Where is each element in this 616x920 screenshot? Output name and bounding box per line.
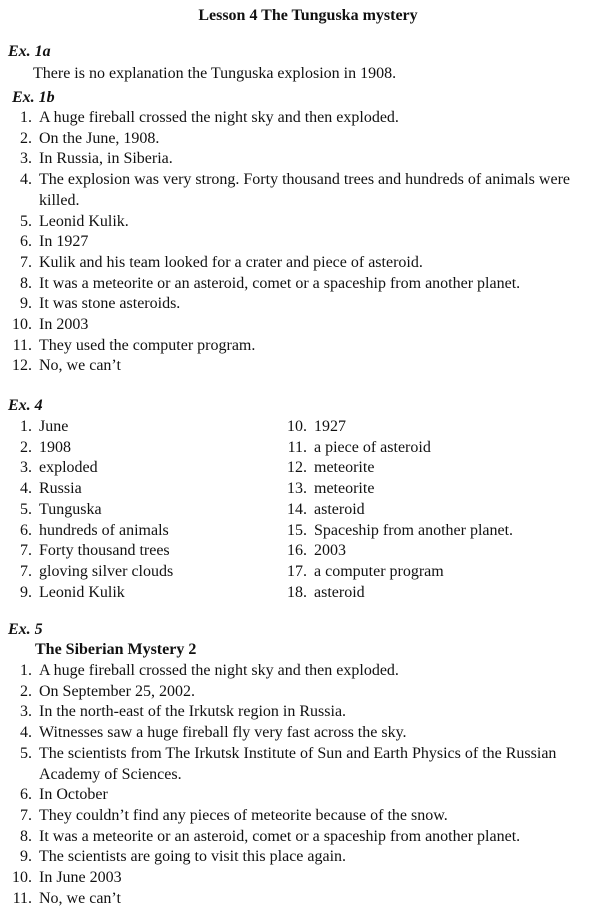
list-item: [283, 417, 603, 438]
item-number: 5 .: [8, 744, 32, 765]
item-number: 4 .: [8, 723, 32, 744]
item-text: 1908: [39, 438, 71, 456]
item-text: 2003: [314, 542, 346, 560]
item-text: asteroid: [314, 583, 365, 601]
item-text: The scientists are going to visit this place again.: [39, 848, 347, 866]
item-number: 2 .: [8, 682, 32, 703]
item-number: 10 .: [8, 315, 32, 336]
item-text: In October: [39, 786, 108, 804]
list-item: [8, 253, 604, 274]
item-text: A huge fireball crossed the night sky and then exploded.: [39, 662, 399, 679]
list-item: [283, 521, 603, 542]
item-number: 11 .: [283, 438, 307, 459]
list-item: [8, 170, 604, 211]
item-text: June: [39, 418, 69, 435]
list-item: [8, 521, 288, 542]
item-text: asteroid: [314, 500, 365, 518]
item-number: 4 .: [8, 479, 32, 500]
item-number: 16 .: [283, 541, 307, 562]
list-item: [8, 661, 604, 682]
item-number: 5 .: [8, 212, 32, 233]
item-text: In Russia, in Siberia.: [39, 150, 173, 168]
item-text: hundreds of animals: [39, 521, 169, 539]
item-number: 3 .: [8, 458, 32, 479]
item-number: 2 .: [8, 438, 32, 459]
ex4-right-column: [283, 417, 603, 603]
item-number: 12 .: [8, 356, 32, 377]
list-item: [8, 417, 288, 438]
list-item: [283, 500, 603, 521]
ex4-label: Ex. 4: [8, 397, 43, 414]
item-text: 1927: [314, 418, 346, 435]
list-item: [8, 806, 604, 827]
item-text: On September 25, 2002.: [39, 682, 195, 700]
item-text: It was stone asteroids.: [39, 295, 181, 313]
item-text: No, we can’t: [39, 357, 121, 375]
list-item: [8, 356, 604, 377]
list-item: [8, 108, 604, 129]
ex5-subtitle: The Siberian Mystery 2: [35, 641, 197, 658]
list-item: [283, 438, 603, 459]
list-item: [8, 232, 604, 253]
item-text: The explosion was very strong. Forty thousand trees and hundreds of animals were killed.: [39, 171, 570, 209]
list-item: [8, 827, 604, 848]
item-number: 6 .: [8, 521, 32, 542]
item-number: 18 .: [283, 583, 307, 604]
item-number: 6 .: [8, 232, 32, 253]
item-text: a computer program: [314, 562, 444, 580]
list-item: [8, 702, 604, 723]
item-number: 11 .: [8, 336, 32, 357]
item-number: 14 .: [283, 500, 307, 521]
item-number: 1 .: [8, 661, 32, 682]
item-text: a piece of asteroid: [314, 438, 431, 456]
item-number: 7 .: [8, 806, 32, 827]
list-item: [8, 479, 288, 500]
ex1a-answer: There is no explanation the Tunguska explosion in 1908.: [33, 65, 397, 82]
ex4-left-column: [8, 417, 288, 603]
item-number: 7 .: [8, 541, 32, 562]
item-text: Witnesses saw a huge fireball fly very fast across the sky.: [39, 724, 407, 742]
item-number: 11 .: [8, 889, 32, 910]
item-text: The scientists from The Irkutsk Institute of Sun and Earth Physics of the Russian Academy of Sciences.: [39, 744, 557, 783]
list-item: [283, 562, 603, 583]
list-item: [8, 149, 604, 170]
item-text: meteorite: [314, 480, 375, 498]
item-number: 2 .: [8, 129, 32, 150]
list-item: [8, 294, 604, 315]
item-number: 15 .: [283, 521, 307, 542]
item-text: It was a meteorite or an asteroid, comet or a spaceship from another planet.: [39, 827, 521, 845]
list-item: [8, 500, 288, 521]
list-item: [8, 785, 604, 806]
item-text: Leonid Kulik.: [39, 212, 129, 230]
item-text: Tunguska: [39, 500, 102, 518]
item-text: meteorite: [314, 459, 375, 477]
item-text: On the June, 1908.: [39, 129, 160, 147]
item-text: In June 2003: [39, 869, 122, 887]
list-item: [8, 336, 604, 357]
list-item: [8, 315, 604, 336]
page-title: Lesson 4 The Tunguska mystery: [198, 7, 418, 24]
list-item: [8, 129, 604, 150]
list-item: [8, 212, 604, 233]
ex5-answer-list: [8, 661, 604, 909]
list-item: [8, 583, 288, 604]
item-text: In 2003: [39, 316, 89, 334]
item-text: Kulik and his team looked for a crater and piece of asteroid.: [39, 253, 423, 271]
list-item: [283, 479, 603, 500]
ex5-label: Ex. 5: [8, 621, 43, 638]
ex1b-answer-list: [8, 108, 604, 377]
item-number: 5 .: [8, 500, 32, 521]
item-text: It was a meteorite or an asteroid, comet or a spaceship from another planet.: [39, 274, 521, 292]
item-number: 9 .: [8, 294, 32, 315]
item-text: In 1927: [39, 233, 89, 251]
item-number: 9 .: [8, 847, 32, 868]
list-item: [283, 583, 603, 604]
list-item: [8, 562, 288, 583]
item-text: Spaceship from another planet.: [314, 521, 514, 539]
item-number: 17 .: [283, 562, 307, 583]
item-number: 12 .: [283, 458, 307, 479]
item-number: 10 .: [8, 868, 32, 889]
list-item: [8, 744, 604, 785]
item-number: 7 .: [8, 562, 32, 583]
list-item: [8, 723, 604, 744]
ex1a-label: Ex. 1a: [8, 43, 51, 60]
item-number: 9 .: [8, 583, 32, 604]
ex1b-label: Ex. 1b: [12, 89, 55, 106]
item-number: 3 .: [8, 702, 32, 723]
item-text: A huge fireball crossed the night sky and then exploded.: [39, 109, 399, 126]
item-text: gloving silver clouds: [39, 562, 174, 580]
item-number: 7 .: [8, 253, 32, 274]
item-number: 4 .: [8, 170, 32, 191]
list-item: [8, 438, 288, 459]
list-item: [8, 682, 604, 703]
item-number: 8 .: [8, 274, 32, 295]
item-text: Forty thousand trees: [39, 542, 170, 560]
item-number: 3 .: [8, 149, 32, 170]
item-number: 13 .: [283, 479, 307, 500]
item-text: exploded: [39, 459, 98, 477]
list-item: [8, 541, 288, 562]
list-item: [8, 274, 604, 295]
list-item: [283, 541, 603, 562]
item-text: Russia: [39, 480, 82, 498]
item-number: 10 .: [283, 417, 307, 438]
item-text: They used the computer program.: [39, 336, 256, 354]
list-item: [283, 458, 603, 479]
item-text: No, we can’t: [39, 889, 121, 907]
list-item: [8, 458, 288, 479]
item-text: They couldn’t find any pieces of meteorite because of the snow.: [39, 806, 448, 824]
item-text: In the north-east of the Irkutsk region in Russia.: [39, 703, 347, 721]
item-text: Leonid Kulik: [39, 583, 125, 601]
list-item: [8, 889, 604, 910]
item-number: 1 .: [8, 108, 32, 129]
item-number: 8 .: [8, 827, 32, 848]
list-item: [8, 868, 604, 889]
item-number: 1 .: [8, 417, 32, 438]
list-item: [8, 847, 604, 868]
item-number: 6 .: [8, 785, 32, 806]
